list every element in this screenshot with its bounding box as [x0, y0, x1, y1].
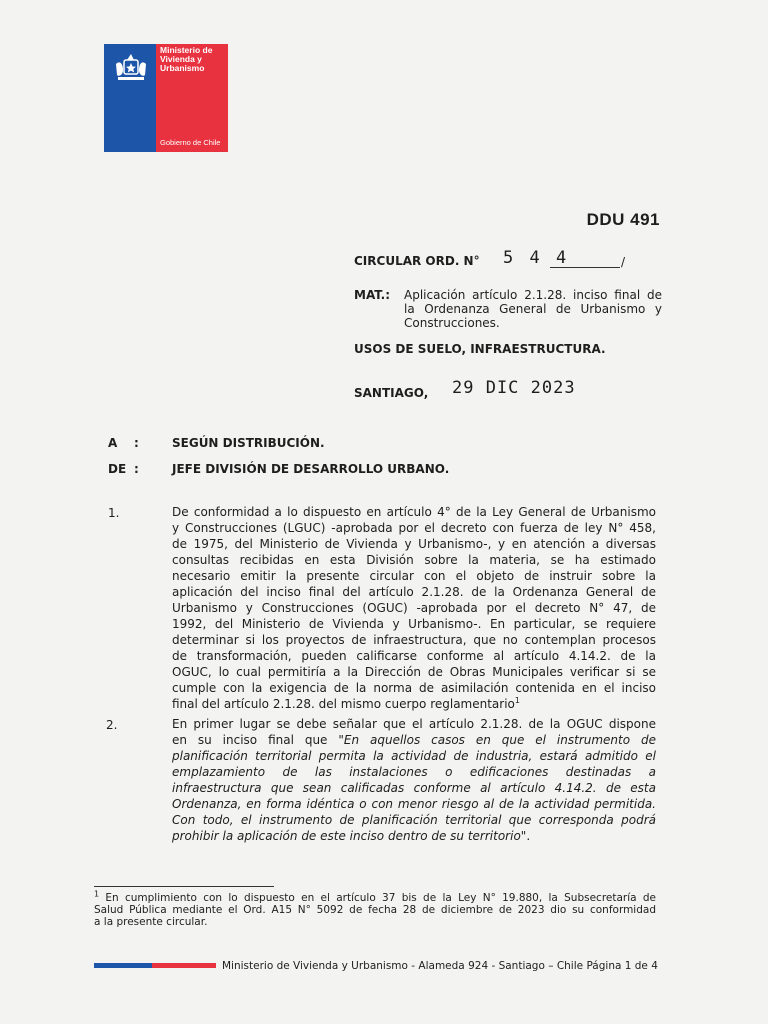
footer-color-bar: [94, 963, 216, 968]
paragraph-number: 1.: [108, 506, 120, 520]
footnote-ref[interactable]: 1: [514, 696, 520, 705]
circular-label: CIRCULAR ORD. N°: [354, 254, 480, 268]
paragraph-line: 1992, del Ministerio de Vivienda y Urbanismo-. En particular, se requiere: [172, 617, 656, 631]
paragraph-line: consultas recibidas en esta División sobre la materia, se ha estimado: [172, 553, 656, 567]
circular-slash: /: [621, 255, 626, 269]
quote-text: prohibir la aplicación de este inciso dentro de su territorio": [172, 829, 527, 843]
logo-line-3: Urbanismo: [160, 63, 205, 73]
from-value: JEFE DIVISIÓN DE DESARROLLO URBANO.: [172, 462, 450, 476]
paragraph-line: De conformidad a lo dispuesto en artículo 4° de la Ley General de Urbanismo: [172, 505, 656, 519]
footer-bar-blue: [94, 963, 152, 968]
circular-number: 5 4 4: [503, 248, 570, 268]
ministry-logo: [104, 44, 228, 152]
footnote-line: a la presente circular.: [94, 916, 208, 928]
paragraph-line: de transformación, pueden calificarse conforme al artículo 4.14.2. de la: [172, 649, 656, 663]
paragraph-line: de 1975, del Ministerio de Vivienda y Urbanismo-, y en atención a diversas: [172, 537, 656, 551]
quote-text: "En aquellos casos en que el instrumento de: [338, 733, 657, 747]
paragraph-line: determinar si los proyectos de infraestructura, que no contemplan procesos: [172, 633, 656, 647]
paragraph-line: OGUC, lo cual permitiría a la Dirección de Obras Municipales verificar si se: [172, 665, 656, 679]
footer-bar-red: [152, 963, 216, 968]
place-label: SANTIAGO,: [354, 386, 429, 400]
from-label: DE: [108, 462, 127, 476]
page-footer: Ministerio de Vivienda y Urbanismo - Alameda 924 - Santiago – Chile Página 1 de 4: [222, 960, 658, 972]
footnote-line: [94, 889, 656, 904]
document-code: DDU 491: [586, 210, 660, 229]
paragraph-line: aplicación del inciso final del artículo 2.1.28. de la Ordenanza General de: [172, 585, 656, 599]
chile-coat-of-arms-icon: [112, 50, 150, 84]
paragraph-line-text: en su inciso final que: [172, 733, 339, 747]
paragraph-last-line: [172, 696, 656, 712]
paragraph-line-text: final del artículo 2.1.28. del mismo cuerpo reglamentario: [172, 697, 515, 711]
paragraph-line: En primer lugar se debe señalar que el artículo 2.1.28. de la OGUC dispone: [172, 717, 656, 731]
paragraph-number: 2.: [106, 718, 118, 732]
paragraph-last-line: [172, 828, 656, 844]
footnote-rule: [94, 886, 274, 887]
footnote-marker: 1: [94, 889, 100, 899]
paragraph-line: [172, 732, 656, 748]
mat-line: la Ordenanza General de Urbanismo y: [404, 302, 662, 316]
to-label: A: [108, 436, 118, 450]
quote-line: infraestructura que sean calificadas conforme al artículo 4.14.2. de esta: [172, 781, 656, 795]
paragraph-line: Urbanismo y Construcciones (OGUC) -aprobada por el decreto N° 47, de: [172, 601, 656, 615]
logo-line-2: Vivienda y: [160, 54, 202, 64]
mat-line: Construcciones.: [404, 316, 500, 330]
mat-line: Aplicación artículo 2.1.28. inciso final de: [404, 288, 662, 302]
logo-gobierno: Gobierno de Chile: [160, 138, 221, 147]
paragraph-2: [172, 716, 656, 844]
quote-line: Ordenanza, en forma idéntica o con menor riesgo al de la actividad permitida.: [172, 797, 656, 811]
paragraph-line: necesario emitir la presente circular con el objeto de instruir sobre la: [172, 569, 656, 583]
paragraph-line: y Construcciones (LGUC) -aprobada por el decreto con fuerza de ley N° 458,: [172, 521, 656, 535]
quote-line: planificación territorial permita la actividad de industria, estará admitido el: [172, 749, 656, 763]
paragraph-line: cumple con la exigencia de la norma de asimilación contenida en el inciso: [172, 681, 656, 695]
logo-line-1: Ministerio de: [160, 45, 213, 55]
footnote: [94, 889, 656, 928]
date-stamp: 29 DIC 2023: [452, 378, 576, 398]
paragraph-1: [172, 504, 656, 712]
mat-label: MAT.:: [354, 288, 391, 302]
footnote-line: Salud Pública mediante el Ord. A15 N° 5092 de fecha 28 de diciembre de 2023 dio su conformidad: [94, 904, 656, 916]
subject-heading: USOS DE SUELO, INFRAESTRUCTURA.: [354, 342, 606, 356]
mat-text: [404, 288, 662, 330]
footnote-line-text: En cumplimiento con lo dispuesto en el artículo 37 bis de la Ley N° 19.880, la Subsecretaría de: [99, 892, 656, 904]
quote-line: Con todo, el instrumento de planificación territorial que corresponda podrá: [172, 813, 656, 827]
to-colon: :: [134, 436, 139, 450]
from-colon: :: [134, 462, 139, 476]
circular-underline: [550, 267, 620, 268]
quote-line: emplazamiento de las instalaciones o edificaciones destinadas a: [172, 765, 656, 779]
logo-ministry-name: [160, 46, 212, 73]
logo-blue-panel: [104, 44, 156, 152]
to-value: SEGÚN DISTRIBUCIÓN.: [172, 436, 325, 450]
paragraph-line-text: .: [526, 829, 531, 843]
